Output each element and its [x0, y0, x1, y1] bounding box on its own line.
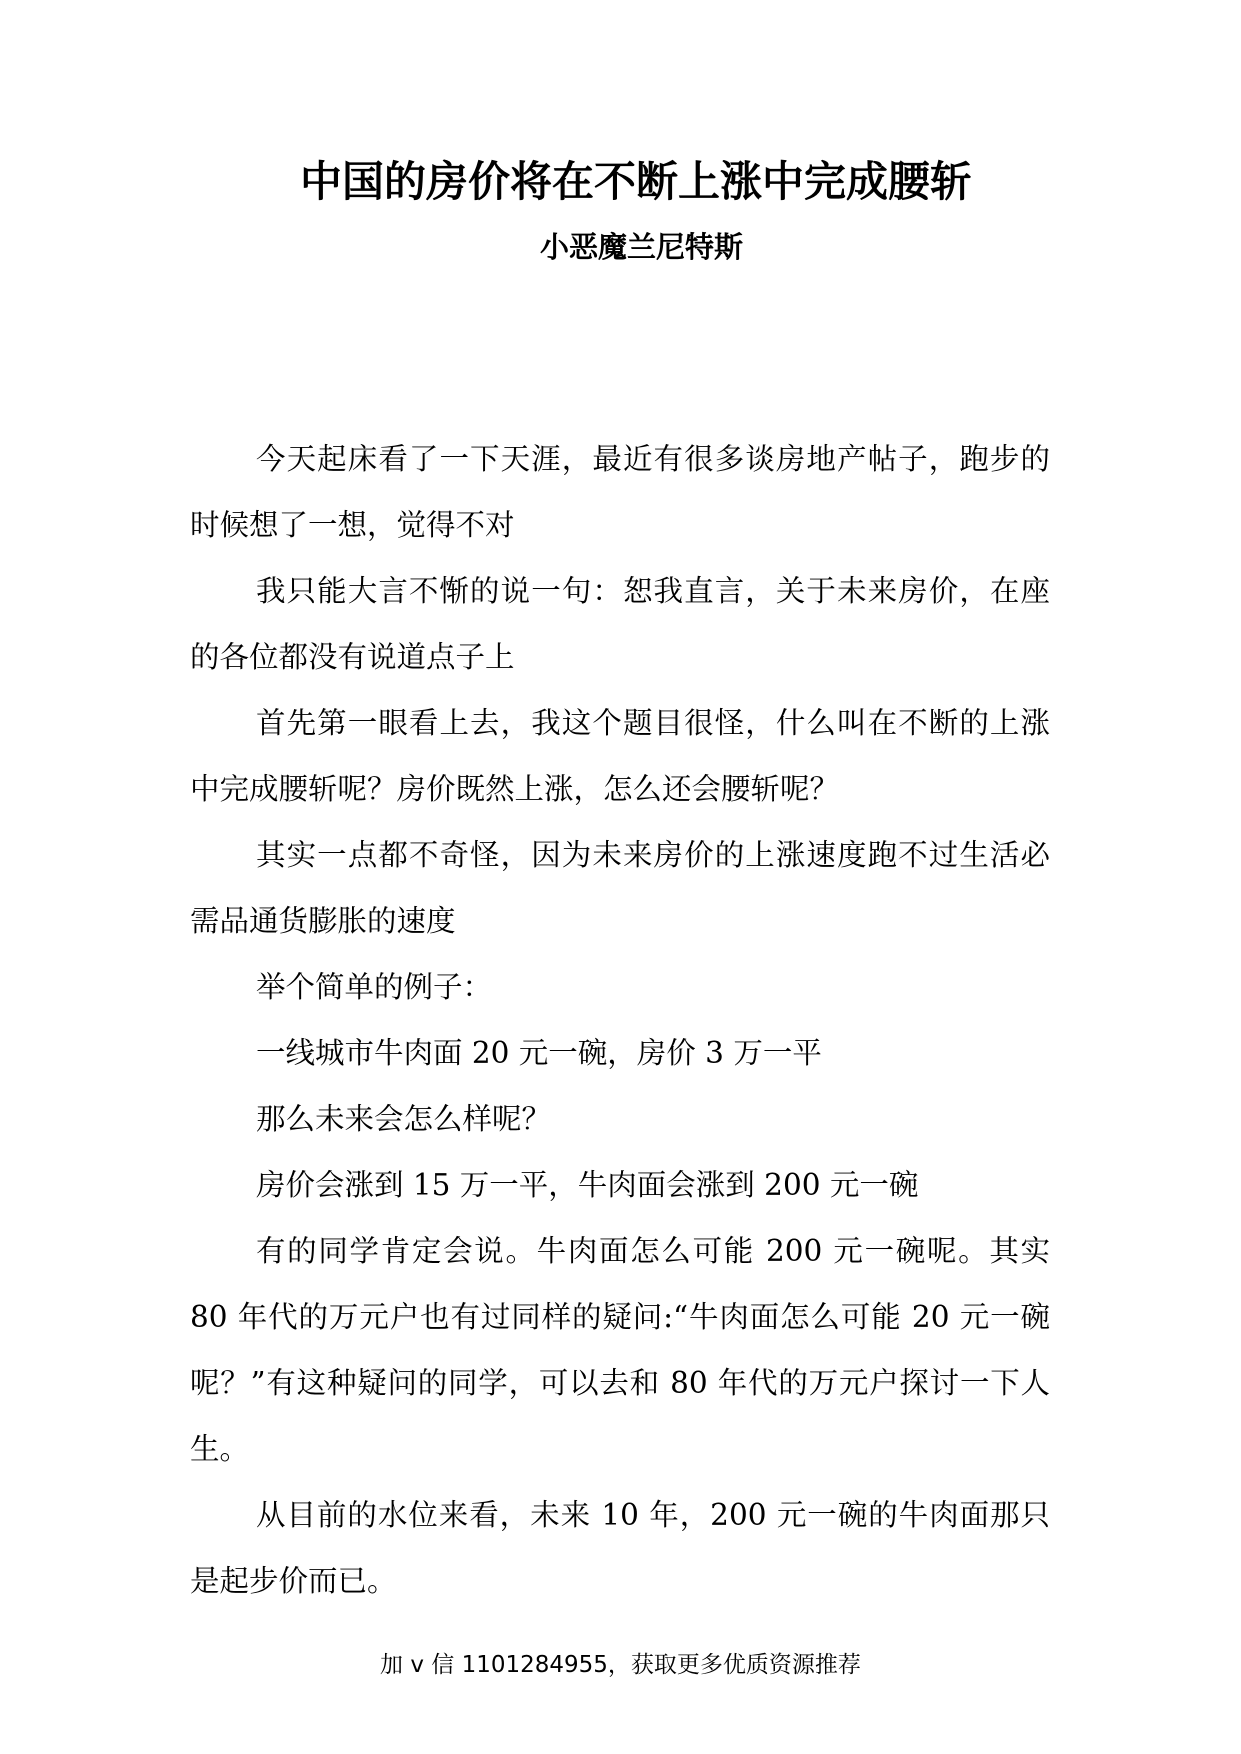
paragraph-2: 我只能大言不惭的说一句：恕我直言，关于未来房价，在座的各位都没有说道点子上	[190, 574, 1050, 674]
page-title: 中国的房价将在不断上涨中完成腰斩	[300, 157, 973, 206]
paragraph-8: 房价会涨到 15 万一平，牛肉面会涨到 200 元一碗	[256, 1168, 919, 1202]
footer-promo: 加 v 信 1101284955，获取更多优质资源推荐	[380, 1652, 861, 1678]
article-body	[190, 426, 1050, 1614]
paragraph-9: 有的同学肯定会说。牛肉面怎么可能 200 元一碗呢。其实 80 年代的万元户也有过同样的疑问:“牛肉面怎么可能 20 元一碗呢？”有这种疑问的同学，可以去和 80 年代的万元户探讨一下人生。	[190, 1234, 1050, 1466]
paragraph-4: 其实一点都不奇怪，因为未来房价的上涨速度跑不过生活必需品通货膨胀的速度	[190, 838, 1050, 938]
paragraph-1: 今天起床看了一下天涯，最近有很多谈房地产帖子，跑步的时候想了一想，觉得不对	[190, 442, 1050, 542]
paragraph-3: 首先第一眼看上去，我这个题目很怪，什么叫在不断的上涨中完成腰斩呢？房价既然上涨，怎么还会腰斩呢？	[190, 706, 1050, 806]
paragraph-6: 一线城市牛肉面 20 元一碗，房价 3 万一平	[256, 1036, 822, 1070]
author-name: 小恶魔兰尼特斯	[540, 230, 744, 264]
paragraph-10: 从目前的水位来看，未来 10 年，200 元一碗的牛肉面那只是起步价而已。	[190, 1498, 1050, 1598]
paragraph-7: 那么未来会怎么样呢？	[256, 1102, 552, 1136]
paragraph-5: 举个简单的例子：	[256, 970, 493, 1004]
